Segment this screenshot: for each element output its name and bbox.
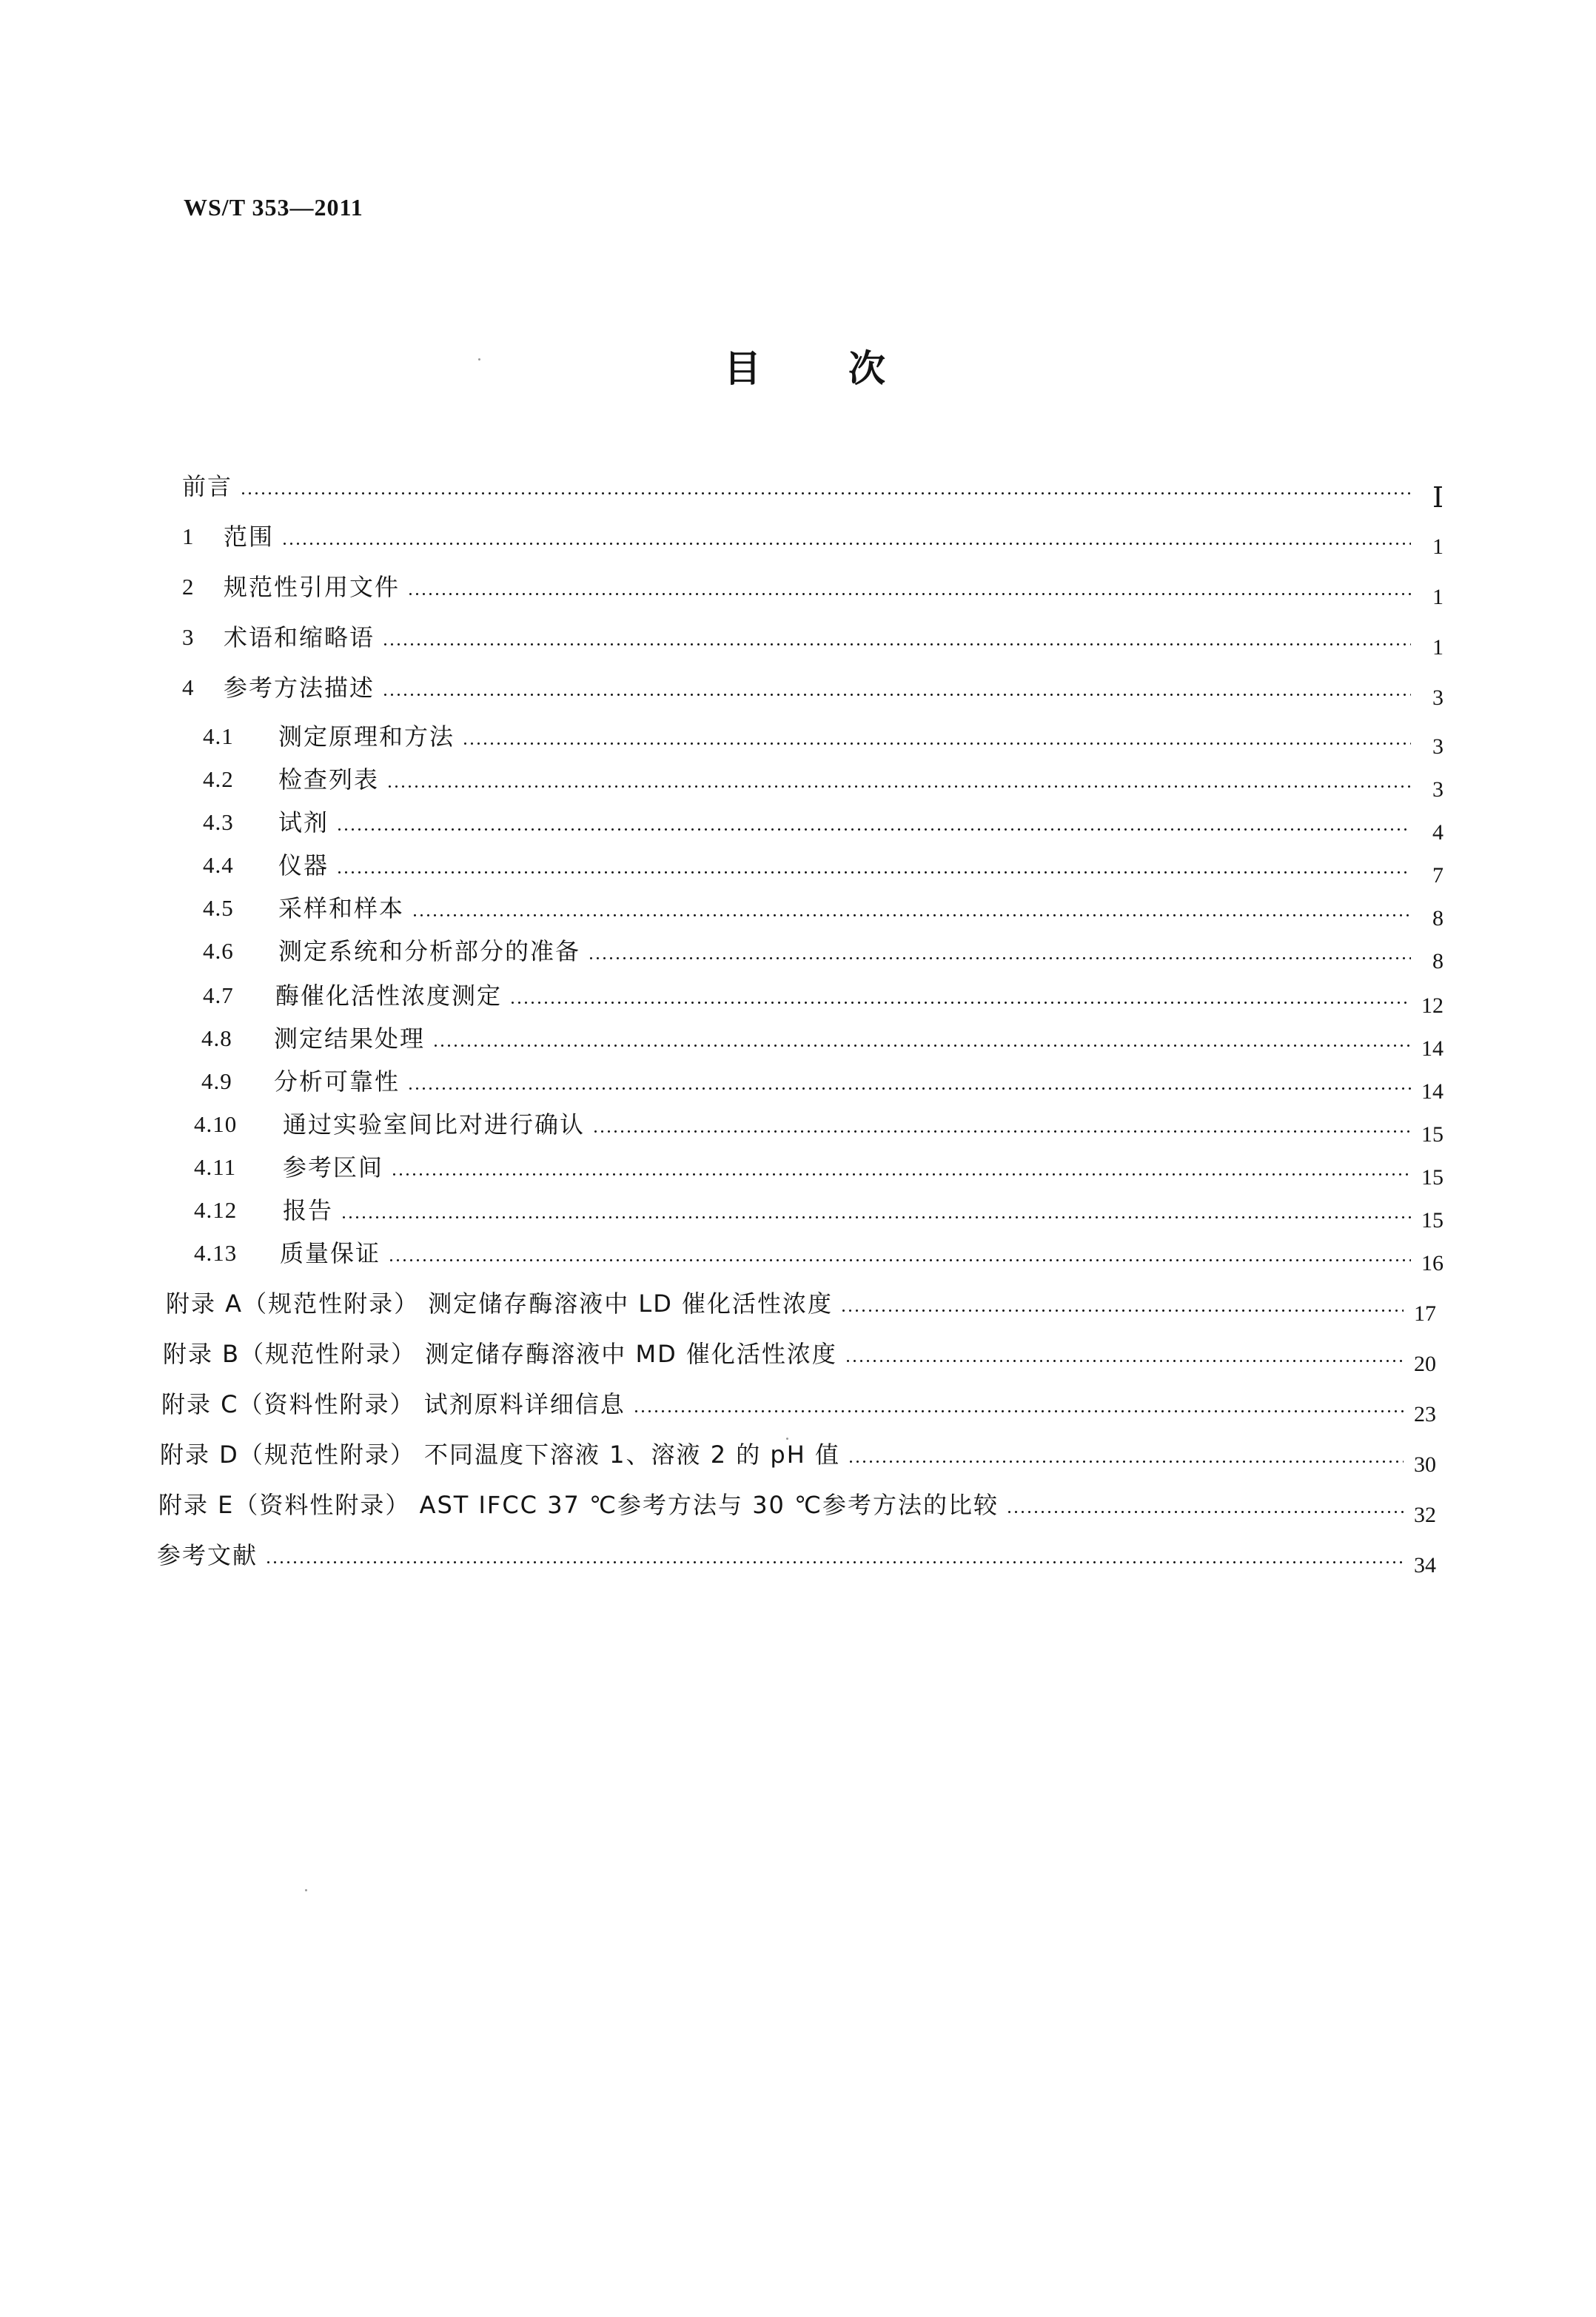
toc-entry-page-number: 20 (1414, 1352, 1436, 1376)
toc-entry-label: 质量保证 (280, 1239, 381, 1267)
toc-entry-4-1[interactable] (203, 720, 1444, 759)
toc-entry-label: 通过实验室间比对进行确认 (283, 1110, 586, 1139)
toc-leader-dots (845, 1360, 1404, 1362)
toc-leader-dots (1006, 1511, 1404, 1513)
toc-entry-number: 4.12 (194, 1197, 238, 1223)
toc-leader-dots (407, 593, 1411, 595)
toc-entry-label: 报告 (283, 1196, 334, 1224)
toc-entry-page-number: 3 (1432, 685, 1444, 710)
toc-entry-number: 4.13 (194, 1240, 238, 1266)
toc-entry-page-number: 32 (1414, 1503, 1436, 1527)
toc-entry-4-13[interactable] (194, 1236, 1444, 1275)
toc-entry-number: 4.7 (203, 982, 234, 1008)
toc-entry-number: 4.3 (203, 809, 234, 835)
toc-entry-label: 范围 (224, 523, 275, 551)
toc-entry-page-number: 3 (1432, 734, 1444, 759)
toc-entry-3[interactable] (182, 620, 1444, 660)
toc-entry-page-number: 4 (1432, 820, 1444, 845)
toc-entry-label: 附录 D（规范性附录） 不同温度下溶液 1、溶液 2 的 pH 值 (160, 1441, 840, 1469)
toc-leader-dots (336, 828, 1411, 831)
page-title: 目次 (724, 347, 973, 390)
toc-entry-page-number: 30 (1414, 1452, 1436, 1477)
toc-entry-4-6[interactable] (203, 934, 1444, 973)
toc-entry-label: 附录 A（规范性附录） 测定储存酶溶液中 LD 催化活性浓度 (166, 1290, 834, 1318)
toc-entry-label: 酶催化活性浓度测定 (275, 982, 503, 1010)
toc-leader-dots (592, 1130, 1411, 1133)
toc-entry-page-number: 1 (1432, 635, 1444, 660)
toc-entry-page-number: 15 (1421, 1208, 1444, 1233)
toc-leader-dots (840, 1310, 1404, 1312)
toc-entry-number: 4.11 (194, 1154, 237, 1180)
toc-entry-4-9[interactable] (201, 1064, 1444, 1104)
toc-entry-page-number: 12 (1421, 993, 1444, 1018)
toc-entry-label: 附录 B（规范性附录） 测定储存酶溶液中 MD 催化活性浓度 (163, 1340, 837, 1368)
toc-entry[interactable] (182, 469, 1444, 514)
toc-leader-dots (509, 1002, 1411, 1004)
toc-entry-4-10[interactable] (194, 1107, 1444, 1147)
toc-entry-page-number: 17 (1414, 1301, 1436, 1326)
toc-leader-dots (462, 742, 1411, 745)
toc-entry-label: 试剂 (278, 808, 329, 836)
toc-entry-page-number: 14 (1421, 1036, 1444, 1061)
toc-entry[interactable] (158, 1488, 1436, 1527)
toc-entry-label: 规范性引用文件 (224, 573, 400, 601)
toc-entry-number: 4.5 (203, 895, 234, 921)
toc-leader-dots (588, 957, 1411, 959)
toc-entry-label: 测定系统和分析部分的准备 (278, 937, 581, 965)
toc-entry-label: 参考方法描述 (224, 674, 375, 702)
toc-entry-4-2[interactable] (203, 762, 1444, 802)
toc-entry[interactable] (166, 1287, 1436, 1326)
toc-leader-dots (240, 492, 1411, 494)
toc-entry-label: 仪器 (278, 851, 329, 879)
toc-entry-label: 检查列表 (278, 765, 380, 794)
toc-entry-number: 4.6 (203, 938, 234, 964)
toc-entry-number: 4.8 (201, 1025, 232, 1051)
toc-entry-page-number: 16 (1421, 1251, 1444, 1275)
scan-speck (786, 1438, 788, 1440)
toc-entry-page-number: 1 (1432, 585, 1444, 609)
toc-entry-number: 2 (182, 574, 195, 600)
toc-entry-number: 4.9 (201, 1068, 232, 1094)
toc-entry-page-number: 8 (1432, 949, 1444, 973)
toc-leader-dots (388, 1259, 1411, 1261)
toc-entry[interactable] (160, 1438, 1436, 1477)
document-code: WS/T 353—2011 (184, 194, 363, 221)
toc-entry-label: 分析可靠性 (274, 1067, 400, 1096)
toc-entry-4-4[interactable] (203, 848, 1444, 888)
toc-entry-4-7[interactable] (203, 979, 1444, 1018)
toc-entry-4-11[interactable] (194, 1150, 1444, 1190)
toc-entry-number: 4.2 (203, 766, 234, 792)
toc-entry-page-number: 7 (1432, 863, 1444, 888)
toc-entry-2[interactable] (182, 570, 1444, 609)
toc-entry[interactable] (163, 1337, 1436, 1376)
toc-leader-dots (432, 1045, 1411, 1047)
toc-leader-dots (386, 785, 1411, 788)
toc-entry-4-12[interactable] (194, 1193, 1444, 1233)
toc-entry-number: 1 (182, 523, 195, 549)
toc-entry-4[interactable] (182, 671, 1444, 710)
toc-entry-label: 测定原理和方法 (278, 722, 455, 751)
toc-entry-label: 参考区间 (283, 1153, 384, 1181)
toc-leader-dots (265, 1561, 1404, 1563)
toc-entry-4-5[interactable] (203, 891, 1444, 931)
toc-leader-dots (382, 694, 1411, 696)
toc-entry-page-number: 15 (1421, 1122, 1444, 1147)
toc-entry-4-8[interactable] (201, 1022, 1444, 1061)
toc-leader-dots (336, 871, 1411, 874)
toc-leader-dots (407, 1087, 1411, 1090)
toc-entry-number: 3 (182, 624, 195, 650)
toc-entry-label: 附录 E（资料性附录） AST IFCC 37 ℃参考方法与 30 ℃参考方法的比较 (158, 1491, 999, 1519)
toc-entry-label: 附录 C（资料性附录） 试剂原料详细信息 (161, 1390, 626, 1418)
toc-entry-number: 4.10 (194, 1111, 238, 1137)
toc-entry-label: 参考文献 (157, 1541, 258, 1569)
toc-entry-label: 前言 (182, 472, 233, 500)
toc-entry-page-number: 3 (1432, 777, 1444, 802)
toc-entry[interactable] (157, 1538, 1436, 1577)
toc-leader-dots (341, 1216, 1411, 1218)
scan-speck (478, 358, 480, 361)
toc-leader-dots (412, 914, 1411, 916)
toc-entry-label: 术语和缩略语 (224, 623, 375, 651)
toc-entry-page-number: 15 (1421, 1165, 1444, 1190)
toc-entry-number: 4 (182, 674, 195, 700)
toc-entry-page-number: Ⅰ (1432, 483, 1444, 514)
toc-entry[interactable] (161, 1387, 1436, 1426)
toc-leader-dots (391, 1173, 1411, 1176)
toc-leader-dots (281, 543, 1411, 545)
scan-speck (305, 1889, 307, 1891)
toc-entry-page-number: 1 (1432, 534, 1444, 559)
toc-entry-label: 采样和样本 (278, 894, 405, 922)
toc-leader-dots (633, 1410, 1404, 1412)
toc-entry-4-3[interactable] (203, 805, 1444, 845)
toc-entry-page-number: 14 (1421, 1079, 1444, 1104)
toc-entry-label: 测定结果处理 (274, 1025, 426, 1053)
toc-entry-page-number: 23 (1414, 1402, 1436, 1426)
toc-entry-number: 4.4 (203, 852, 234, 878)
toc-entry-number: 4.1 (203, 723, 234, 749)
toc-leader-dots (382, 643, 1411, 646)
toc-entry-1[interactable] (182, 520, 1444, 559)
toc-leader-dots (848, 1461, 1404, 1463)
toc-entry-page-number: 8 (1432, 906, 1444, 931)
toc-entry-page-number: 34 (1414, 1553, 1436, 1577)
